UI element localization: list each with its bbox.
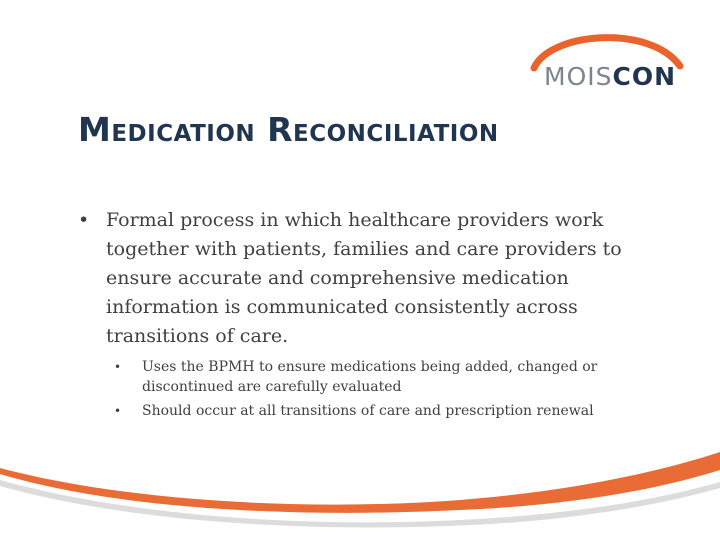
bullet-list: [78, 206, 638, 425]
bullet-dot-icon: •: [78, 209, 90, 231]
logo-text-light: MOIS: [544, 62, 613, 91]
slide-title: Medication Reconciliation: [78, 110, 499, 149]
sub-bullet-item: [114, 401, 638, 421]
moiscon-logo: [520, 28, 690, 98]
sub-bullet-dot-icon: •: [114, 404, 122, 418]
bullet-text: Formal process in which healthcare providers work together with patients, families and care providers to ensure accurate and comprehensive medication information is communicated consistently across transitions of care.: [106, 209, 622, 347]
sub-bullet-item: [114, 357, 638, 397]
sub-bullet-list: [78, 357, 638, 421]
logo-wordmark: [544, 64, 676, 89]
bullet-item: [78, 206, 638, 351]
logo-text-bold: CON: [612, 62, 677, 91]
sub-bullet-text: Uses the BPMH to ensure medications being added, changed or discontinued are carefully evaluated: [142, 359, 598, 395]
sub-bullet-dot-icon: •: [114, 360, 122, 374]
sub-bullet-text: Should occur at all transitions of care and prescription renewal: [142, 403, 594, 419]
decorative-swoosh: [0, 430, 720, 540]
